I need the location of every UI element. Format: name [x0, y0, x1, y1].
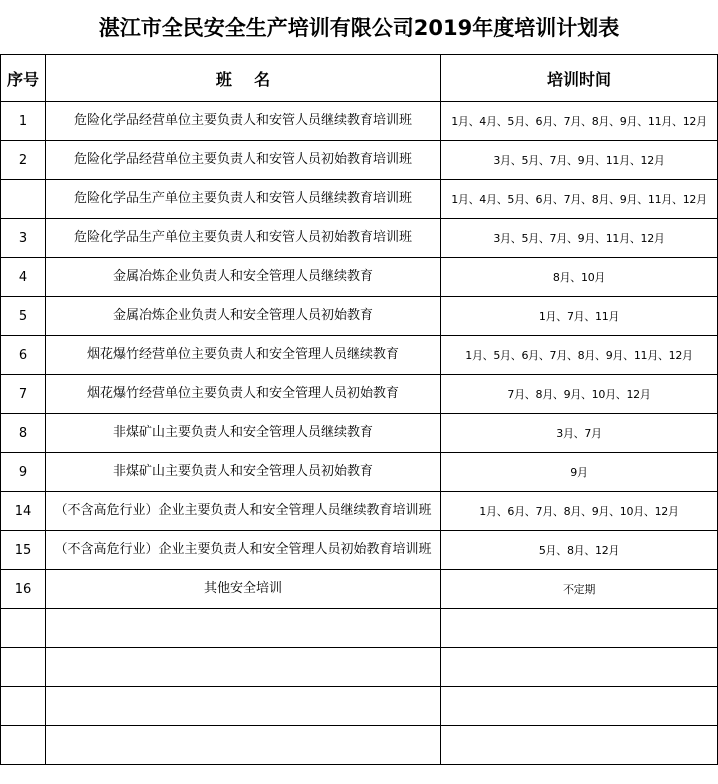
class-name: 危险化学品经营单位主要负责人和安管人员继续教育培训班 [46, 102, 441, 141]
empty-cell [441, 687, 718, 726]
row-number: 14 [1, 492, 46, 531]
class-name: 烟花爆竹经营单位主要负责人和安全管理人员继续教育 [46, 336, 441, 375]
empty-cell [441, 609, 718, 648]
row-number: 15 [1, 531, 46, 570]
table-row [1, 336, 718, 375]
training-time: 7月、8月、9月、10月、12月 [441, 375, 718, 414]
empty-cell [46, 726, 441, 765]
empty-cell [46, 609, 441, 648]
row-number: 6 [1, 336, 46, 375]
table-row [1, 492, 718, 531]
empty-cell [1, 609, 46, 648]
class-name: 危险化学品生产单位主要负责人和安管人员继续教育培训班 [46, 180, 441, 219]
header-name: 班 名 [46, 55, 441, 102]
class-name: （不含高危行业）企业主要负责人和安全管理人员继续教育培训班 [46, 492, 441, 531]
table-row [1, 141, 718, 180]
training-time: 3月、5月、7月、9月、11月、12月 [441, 219, 718, 258]
class-name: （不含高危行业）企业主要负责人和安全管理人员初始教育培训班 [46, 531, 441, 570]
class-name: 金属冶炼企业负责人和安全管理人员初始教育 [46, 297, 441, 336]
empty-row [1, 726, 718, 765]
page-title: 湛江市全民安全生产培训有限公司2019年度培训计划表 [1, 0, 718, 55]
training-time: 9月 [441, 453, 718, 492]
header-no: 序号 [1, 55, 46, 102]
empty-row [1, 609, 718, 648]
empty-cell [441, 726, 718, 765]
table-row [1, 531, 718, 570]
row-number: 8 [1, 414, 46, 453]
empty-cell [46, 648, 441, 687]
table-row [1, 180, 718, 219]
row-number: 5 [1, 297, 46, 336]
class-name: 非煤矿山主要负责人和安全管理人员继续教育 [46, 414, 441, 453]
row-number: 16 [1, 570, 46, 609]
training-time: 3月、5月、7月、9月、11月、12月 [441, 141, 718, 180]
empty-cell [441, 648, 718, 687]
training-time: 5月、8月、12月 [441, 531, 718, 570]
class-name: 金属冶炼企业负责人和安全管理人员继续教育 [46, 258, 441, 297]
empty-row [1, 687, 718, 726]
training-time: 1月、4月、5月、6月、7月、8月、9月、11月、12月 [441, 102, 718, 141]
empty-cell [1, 726, 46, 765]
training-time: 1月、5月、6月、7月、8月、9月、11月、12月 [441, 336, 718, 375]
row-number: 7 [1, 375, 46, 414]
class-name: 危险化学品生产单位主要负责人和安管人员初始教育培训班 [46, 219, 441, 258]
class-name: 烟花爆竹经营单位主要负责人和安全管理人员初始教育 [46, 375, 441, 414]
training-time: 8月、10月 [441, 258, 718, 297]
row-number: 9 [1, 453, 46, 492]
training-time: 1月、6月、7月、8月、9月、10月、12月 [441, 492, 718, 531]
row-number: 3 [1, 219, 46, 258]
class-name: 其他安全培训 [46, 570, 441, 609]
table-row [1, 375, 718, 414]
header-time: 培训时间 [441, 55, 718, 102]
table-row [1, 297, 718, 336]
row-number: 2 [1, 141, 46, 180]
table-row [1, 102, 718, 141]
training-time: 1月、7月、11月 [441, 297, 718, 336]
table-row [1, 570, 718, 609]
header-row [1, 55, 718, 102]
training-time: 3月、7月 [441, 414, 718, 453]
table-row [1, 453, 718, 492]
training-time: 不定期 [441, 570, 718, 609]
training-time: 1月、4月、5月、6月、7月、8月、9月、11月、12月 [441, 180, 718, 219]
row-number: 1 [1, 102, 46, 141]
class-name: 非煤矿山主要负责人和安全管理人员初始教育 [46, 453, 441, 492]
table-row [1, 414, 718, 453]
empty-cell [46, 687, 441, 726]
empty-cell [1, 687, 46, 726]
empty-cell [1, 648, 46, 687]
row-number: 4 [1, 258, 46, 297]
row-number [1, 180, 46, 219]
class-name: 危险化学品经营单位主要负责人和安管人员初始教育培训班 [46, 141, 441, 180]
table-row [1, 258, 718, 297]
empty-row [1, 648, 718, 687]
table-row [1, 219, 718, 258]
